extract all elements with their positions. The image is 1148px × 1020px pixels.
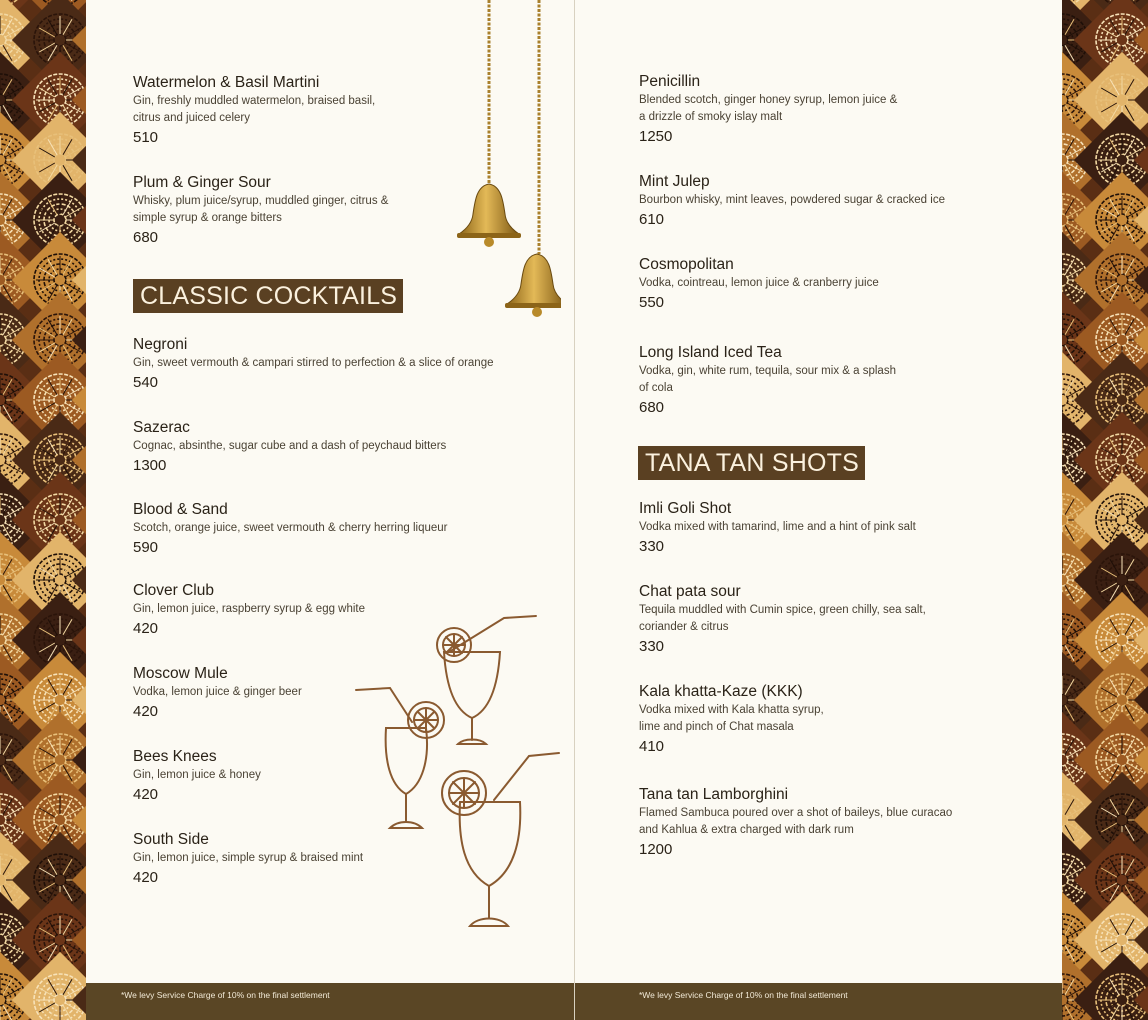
menu-item xyxy=(133,73,375,147)
menu-item-description xyxy=(639,363,896,397)
menu-item-price: 680 xyxy=(639,399,665,416)
menu-item-name: Moscow Mule xyxy=(133,665,228,682)
menu-item-description xyxy=(133,93,375,127)
menu-item-description xyxy=(133,850,363,867)
menu-item-description xyxy=(133,438,446,455)
menu-page-left xyxy=(86,0,574,1020)
menu-item-price: 420 xyxy=(133,869,159,886)
menu-item-name: Watermelon & Basil Martini xyxy=(133,74,320,91)
footer-bar-right xyxy=(575,983,1062,1020)
menu-item-name: Imli Goli Shot xyxy=(639,500,732,517)
menu-item-description-line: Vodka mixed with Kala khatta syrup, xyxy=(639,704,824,716)
menu-item-description xyxy=(639,92,897,126)
menu-item-description-line: Tequila muddled with Cumin spice, green chilly, sea salt, xyxy=(639,604,926,616)
menu-item-description-line: Vodka mixed with tamarind, lime and a hint of pink salt xyxy=(639,521,916,533)
menu-item xyxy=(133,664,302,721)
menu-item-description xyxy=(133,767,261,784)
menu-item-name: Clover Club xyxy=(133,582,214,599)
menu-item-name: Bees Knees xyxy=(133,748,217,765)
menu-item-description-line: coriander & citrus xyxy=(639,621,729,633)
menu-item-description-line: a drizzle of smoky islay malt xyxy=(639,111,783,123)
menu-item-price: 550 xyxy=(639,294,665,311)
menu-item-description-line: lime and pinch of Chat masala xyxy=(639,721,794,733)
menu-item-description-line: simple syrup & orange bitters xyxy=(133,212,282,224)
menu-item-price: 420 xyxy=(133,786,159,803)
menu-item-description xyxy=(133,601,365,618)
menu-item-price: 330 xyxy=(639,638,665,655)
menu-item xyxy=(133,747,261,804)
menu-item-description xyxy=(133,684,302,701)
menu-item-description-line: Gin, lemon juice, raspberry syrup & egg white xyxy=(133,603,366,615)
menu-item-description-line: Blended scotch, ginger honey syrup, lemon juice & xyxy=(639,94,898,106)
menu-item xyxy=(639,499,916,556)
menu-item-description xyxy=(639,275,879,292)
menu-item-description-line: Gin, sweet vermouth & campari stirred to perfection & a slice of orange xyxy=(133,357,494,369)
menu-item-price: 680 xyxy=(133,229,159,246)
menu-item xyxy=(639,343,896,417)
menu-item-price: 330 xyxy=(639,538,665,555)
menu-item-description xyxy=(639,805,952,839)
menu-item-name: Plum & Ginger Sour xyxy=(133,174,271,191)
menu-item xyxy=(639,785,952,859)
menu-item-name: Long Island Iced Tea xyxy=(639,344,782,361)
footer-bar-left xyxy=(86,983,574,1020)
menu-item-description-line: citrus and juiced celery xyxy=(133,112,250,124)
menu-item xyxy=(639,682,824,756)
menu-item-name: Chat pata sour xyxy=(639,583,741,600)
menu-item xyxy=(133,335,494,392)
menu-item-description-line: Vodka, cointreau, lemon juice & cranberry juice xyxy=(639,277,879,289)
mandala-pattern-right xyxy=(1062,0,1148,1020)
menu-item-description-line: Gin, lemon juice & honey xyxy=(133,769,261,781)
menu-item-description xyxy=(133,355,494,372)
menu-item xyxy=(639,582,926,656)
menu-item-price: 410 xyxy=(639,738,665,755)
menu-item-description xyxy=(639,602,926,636)
menu-item-price: 540 xyxy=(133,374,159,391)
menu-item-description xyxy=(639,519,916,536)
menu-item xyxy=(133,418,446,475)
service-charge-note: *We levy Service Charge of 10% on the final settlement xyxy=(121,990,330,1000)
menu-item-name: Sazerac xyxy=(133,419,190,436)
menu-item-price: 590 xyxy=(133,539,159,556)
menu-item-description-line: and Kahlua & extra charged with dark rum xyxy=(639,824,854,836)
cocktail-glasses-illustration xyxy=(354,610,569,940)
menu-item-description-line: Vodka, lemon juice & ginger beer xyxy=(133,686,302,698)
menu-item-name: Cosmopolitan xyxy=(639,256,734,273)
menu-item xyxy=(133,581,365,638)
menu-item-name: Blood & Sand xyxy=(133,501,228,518)
menu-item-price: 510 xyxy=(133,129,159,146)
menu-item-description-line: Whisky, plum juice/syrup, muddled ginger, citrus & xyxy=(133,195,389,207)
menu-item-description xyxy=(133,193,388,227)
menu-item-name: Mint Julep xyxy=(639,173,710,190)
menu-page-right xyxy=(575,0,1062,1020)
menu-item xyxy=(133,500,448,557)
menu-item-description xyxy=(133,520,448,537)
menu-item-name: Tana tan Lamborghini xyxy=(639,786,789,803)
section-title-tana-tan-shots: TANA TAN SHOTS xyxy=(638,446,865,480)
menu-item-name: Negroni xyxy=(133,336,188,353)
menu-item-price: 1300 xyxy=(133,457,167,474)
menu-item xyxy=(639,255,879,312)
mandala-pattern-left xyxy=(0,0,86,1020)
menu-item-price: 420 xyxy=(133,703,159,720)
menu-item-description-line: Scotch, orange juice, sweet vermouth & cherry herring liqueur xyxy=(133,522,448,534)
menu-item-description-line: Gin, lemon juice, simple syrup & braised mint xyxy=(133,852,364,864)
menu-item-price: 420 xyxy=(133,620,159,637)
menu-item xyxy=(639,172,945,229)
section-title-classic-cocktails: CLASSIC COCKTAILS xyxy=(133,279,403,313)
menu-item xyxy=(133,830,363,887)
menu-item-price: 610 xyxy=(639,211,665,228)
menu-item-description-line: Gin, freshly muddled watermelon, braised basil, xyxy=(133,95,376,107)
service-charge-note: *We levy Service Charge of 10% on the final settlement xyxy=(639,990,848,1000)
menu-item-price: 1250 xyxy=(639,128,673,145)
menu-item-description xyxy=(639,702,824,736)
menu-item-description-line: Vodka, gin, white rum, tequila, sour mix & a splash xyxy=(639,365,896,377)
menu-item-description-line: Bourbon whisky, mint leaves, powdered sugar & cracked ice xyxy=(639,194,945,206)
menu-item-name: South Side xyxy=(133,831,209,848)
menu-item-description-line: Flamed Sambuca poured over a shot of baileys, blue curacao xyxy=(639,807,953,819)
menu-item-price: 1200 xyxy=(639,841,673,858)
menu-item-description xyxy=(639,192,945,209)
hanging-bells-decoration xyxy=(451,0,561,320)
menu-item-description-line: Cognac, absinthe, sugar cube and a dash of peychaud bitters xyxy=(133,440,447,452)
menu-item xyxy=(133,173,388,247)
menu-item xyxy=(639,72,897,146)
menu-item-description-line: of cola xyxy=(639,382,673,394)
menu-item-name: Penicillin xyxy=(639,73,701,90)
menu-item-name: Kala khatta-Kaze (KKK) xyxy=(639,683,803,700)
